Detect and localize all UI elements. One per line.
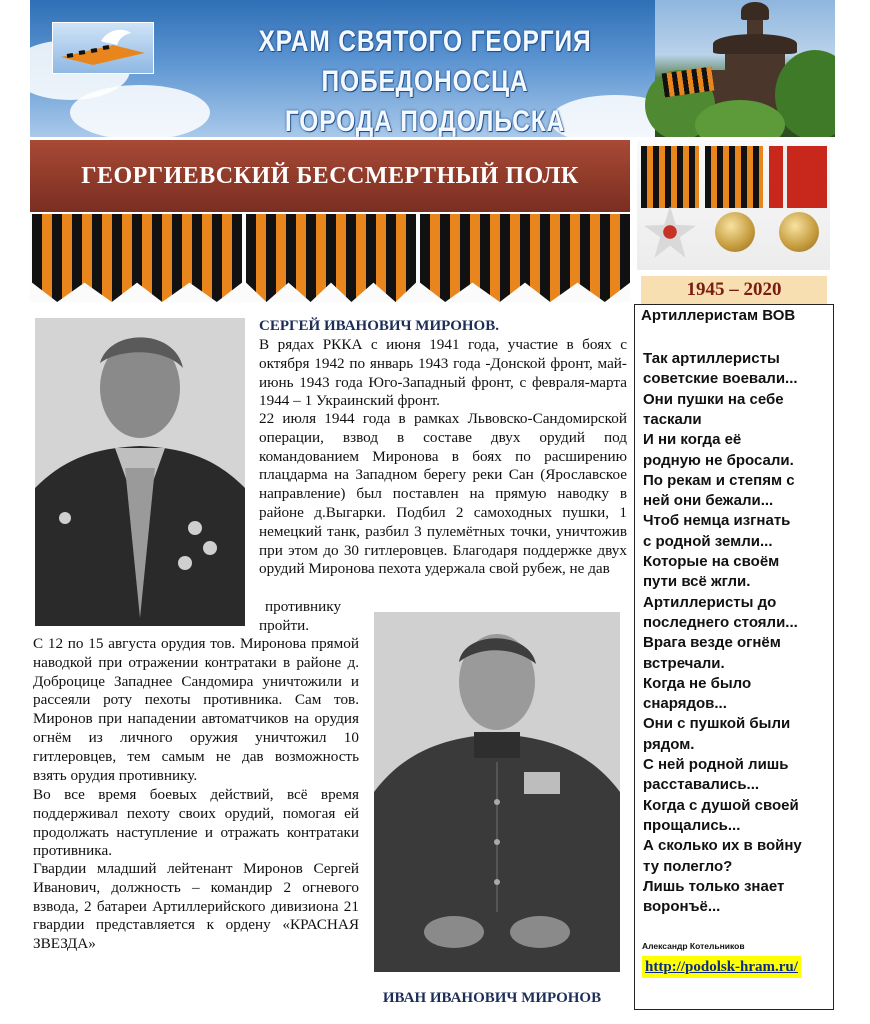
poem-line: встречали. <box>643 654 725 672</box>
regiment-banner <box>30 140 630 212</box>
article-paragraph: В рядах РККА с июня 1941 года, участие в боях с октября 1942 по январь 1943 года -Донской фронт, май-июнь 1943 года Юго-Западный фронт, с февраля-марта 1944 – 1 Украинский фронт. <box>259 336 627 410</box>
poem-title: Артиллеристам ВОВ <box>641 307 796 324</box>
church-title-line1: ХРАМ СВЯТОГО ГЕОРГИЯ ПОБЕДОНОСЦА <box>258 25 592 98</box>
ribbon-decoration <box>246 214 416 302</box>
portrait-photo-sergey <box>35 318 245 626</box>
poem-line: С ней родной лишь <box>643 756 789 773</box>
medal-icon <box>715 212 755 252</box>
medal-ribbon <box>769 146 827 208</box>
article-paragraph: С 12 по 15 августа орудия тов. Миронова прямой наводкой при отражении контратаки в районе д. Доброцице Западнее Сандомира уничтожили и рассеяли роту пехоты противника. Сам тов. Миронов при нападении автоматчиков на орудия огнём из личного оружия уничтожил 10 гитлеровцев, тем самым не дав возможность взять орудия противнику. <box>33 635 359 784</box>
cloud-decoration <box>70 85 210 137</box>
article-paragraph-continuation: противнику <box>265 598 342 615</box>
poem-line: Врага везде огнём <box>643 634 781 652</box>
poem-line: Артиллеристы до <box>643 593 777 611</box>
article-paragraph: Во все время боевых действий, всё время поддерживал пехоту своих орудий, помогая ей продолжать наступление и отражать контратаки противника. <box>33 786 359 860</box>
poem-author: Александр Котельников <box>642 941 745 951</box>
poem-line: снарядов... <box>643 695 727 713</box>
poem-line: По рекам и степям с <box>643 471 795 489</box>
portrait-figure <box>35 318 245 626</box>
poem-line: ней они бежали... <box>643 492 774 510</box>
poem-line: родную не бросали. <box>643 451 794 469</box>
poem-line: ту полегло? <box>643 857 733 875</box>
poem-line: И ни когда её <box>643 431 742 449</box>
portrait-photo-ivan <box>374 612 620 972</box>
poem-line: Чтоб немца изгнать <box>643 512 791 530</box>
medal-icon <box>779 212 819 252</box>
poem-line: Так артиллеристы <box>643 350 780 367</box>
church-title-line2: ГОРОДА ПОДОЛЬСКА <box>284 105 566 137</box>
article-heading: СЕРГЕЙ ИВАНОВИЧ МИРОНОВ. <box>259 318 499 334</box>
dove-icon <box>53 23 153 73</box>
poem-line: Когда с душой своей <box>643 796 799 814</box>
poem-line: таскали <box>643 410 702 428</box>
portrait-figure <box>374 612 620 972</box>
poem-line: Они пушки на себе <box>643 390 784 408</box>
article-paragraph: Гвардии младший лейтенант Миронов Сергей Иванович, должность – командир 2 огневого взвода, 2 батареи Артиллерийского дивизиона 21 гвардии представляется к ордену «КРАСНАЯ ЗВЕЗДА» <box>33 860 359 953</box>
poem-line: воронъё... <box>643 898 721 916</box>
st-george-ribbons <box>30 214 630 302</box>
poem-line: расставались... <box>643 776 760 794</box>
poem-panel <box>634 304 834 1010</box>
ribbon-decoration <box>420 214 630 302</box>
regiment-title: ГЕОРГИЕВСКИЙ БЕССМЕРТНЫЙ ПОЛК <box>81 162 579 189</box>
poem-line: Лишь только знает <box>643 877 785 895</box>
poem-line: Они с пушкой были <box>643 715 791 733</box>
website-link[interactable]: http://podolsk-hram.ru/ <box>642 956 801 978</box>
poem-line: Когда не было <box>643 674 752 692</box>
church-photo <box>655 0 835 137</box>
header-banner <box>30 0 835 137</box>
ribbon-decoration <box>32 214 242 302</box>
medal-ribbon <box>705 146 763 208</box>
order-star-icon <box>644 206 696 258</box>
poem-line: последнего стояли... <box>643 613 798 631</box>
poem-line: советские воевали... <box>643 370 798 388</box>
article-paragraph: 22 июля 1944 года в рамках Львовско-Сандомирской операции, взвод в составе двух орудий под командованием Миронова в боях по расширению плацдарма на Западном берегу реки Сан (Ярославское направление) был поставлен на прямую наводку в районе д.Выгарки. Подбил 2 самоходных пушки, 1 немецкий танк, разбил 3 пулемётных точки, уничтожив при этом до 30 гитлеровцев. Благодаря поддержке двух орудий Миронова пехота удержала свой рубеж, не дав <box>259 410 627 578</box>
medal-ribbon <box>641 146 699 208</box>
dove-ribbon-logo <box>52 22 154 74</box>
poem-line: с родной земли... <box>643 532 773 550</box>
church-title <box>224 22 626 137</box>
article-paragraph-continuation: пройти. <box>259 617 310 634</box>
poem-line: пути всё жгли. <box>643 573 751 591</box>
poem-line: рядом. <box>643 735 695 753</box>
poem-line: Которые на своём <box>643 553 780 570</box>
photo-caption: ИВАН ИВАНОВИЧ МИРОНОВ <box>382 990 602 1006</box>
poem-line: А сколько их в войну <box>643 837 802 855</box>
years-label: 1945 – 2020 <box>641 276 827 304</box>
poem-line: прощались... <box>643 816 741 834</box>
medals-photo <box>637 140 830 270</box>
